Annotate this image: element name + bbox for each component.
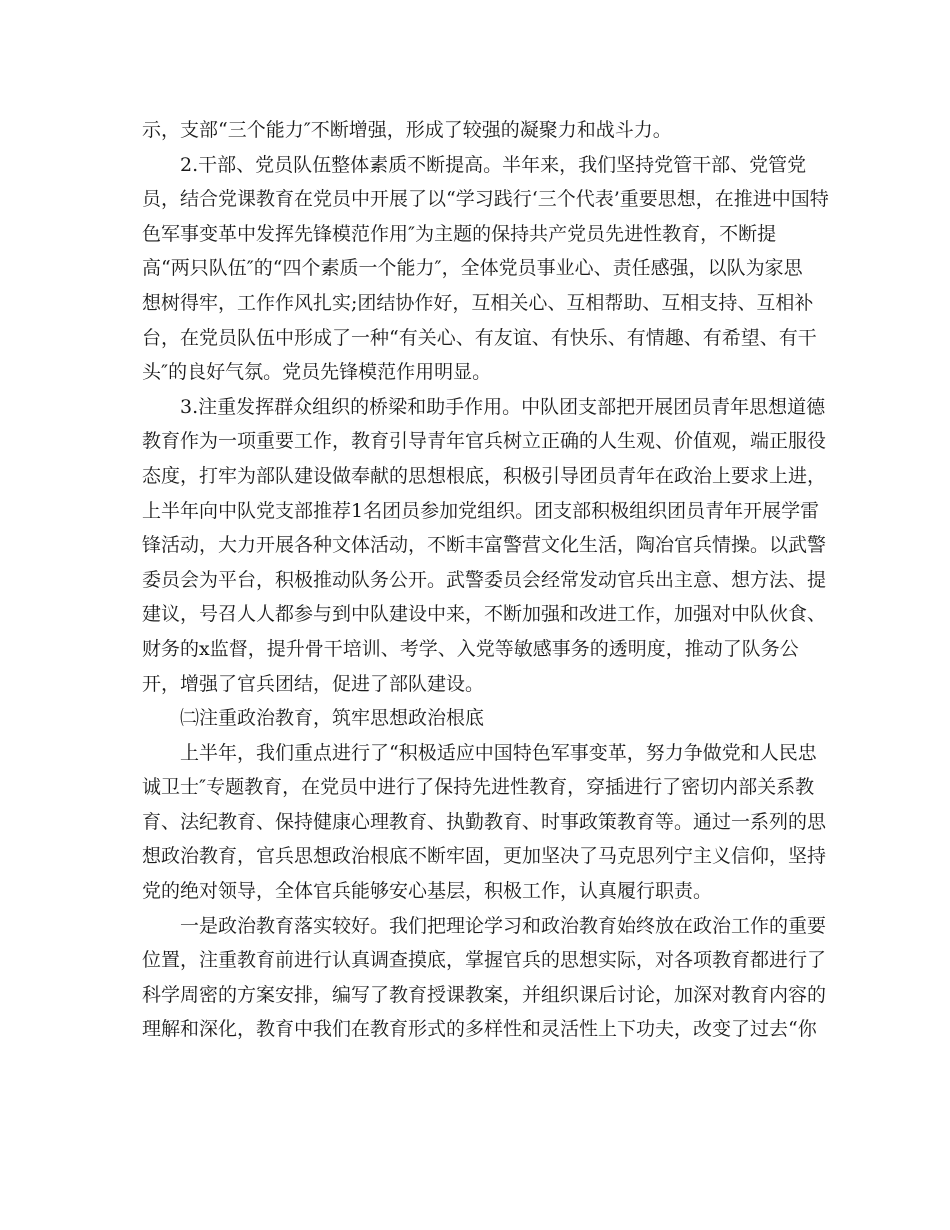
- text-line: 头″的良好气氛。党员先锋模范作用明显。: [142, 361, 492, 384]
- text-line: 态度，打牢为部队建设做奉献的思想根底，积极引导团员青年在政治上要求上进，: [142, 464, 827, 487]
- text-line: 委员会为平台，积极推动队务公开。武警委员会经常发动官兵出主意、想方法、提: [142, 568, 827, 591]
- text-line: 育、法纪教育、保持健康心理教育、执勤教育、时事政策教育等。通过一系列的思: [142, 810, 827, 833]
- text-line: 理解和深化，教育中我们在教育形式的多样性和灵活性上下功夫，改变了过去“你: [142, 1018, 817, 1041]
- text-line: 位置，注重教育前进行认真调查摸底，掌握官兵的思想实际，对各项教育都进行了: [142, 949, 827, 972]
- text-line: 3.注重发挥群众组织的桥梁和助手作用。中队团支部把开展团员青年思想道德: [180, 395, 826, 418]
- document-body: [142, 113, 829, 1047]
- text-line: 员，结合党课教育在党员中开展了以“学习践行‘三个代表’重要思想，在推进中国特: [142, 188, 829, 211]
- text-line: 建议，号召人人都参与到中队建设中来，不断加强和改进工作，加强对中队伙食、: [142, 603, 827, 626]
- text-line: ㈡注重政治教育，筑牢思想政治根底: [180, 707, 485, 730]
- text-line: 想树得牢，工作作风扎实;团结协作好，互相关心、互相帮助、互相支持、互相补: [142, 291, 814, 314]
- text-line: 高“两只队伍″的“四个素质一个能力″，全体党员事业心、责任感强，以队为家思: [142, 257, 803, 280]
- text-line: 2.干部、党员队伍整体素质不断提高。半年来，我们坚持党管干部、党管党: [180, 153, 807, 176]
- text-line: 教育作为一项重要工作，教育引导青年官兵树立正确的人生观、价值观，端正服役: [142, 430, 827, 453]
- text-line: 上半年向中队党支部推荐1名团员参加党组织。团支部积极组织团员青年开展学雷: [142, 499, 820, 522]
- text-line: 党的绝对领导，全体官兵能够安心基层，积极工作，认真履行职责。: [142, 880, 713, 903]
- text-line: 诚卫士″专题教育，在党员中进行了保持先进性教育，穿插进行了密切内部关系教: [142, 776, 815, 799]
- text-line: 示，支部“三个能力″不断增强，形成了较强的凝聚力和战斗力。: [142, 119, 672, 141]
- text-line: 色军事变革中发挥先锋模范作用″为主题的保持共产党员先进性教育，不断提: [142, 222, 777, 245]
- text-line: 开，增强了官兵团结，促进了部队建设。: [142, 672, 485, 695]
- text-line: 一是政治教育落实较好。我们把理论学习和政治教育始终放在政治工作的重要: [180, 914, 827, 937]
- text-line: 科学周密的方案安排，编写了教育授课教案，并组织课后讨论，加深对教育内容的: [142, 983, 827, 1006]
- text-line: 台，在党员队伍中形成了一种“有关心、有友谊、有快乐、有情趣、有希望、有干: [142, 326, 817, 349]
- text-line: 锋活动，大力开展各种文体活动，不断丰富警营文化生活，陶冶官兵情操。以武警: [142, 534, 827, 557]
- text-line: 想政治教育，官兵思想政治根底不断牢固，更加坚决了马克思列宁主义信仰，坚持: [142, 845, 827, 868]
- text-line: 上半年，我们重点进行了“积极适应中国特色军事变革，努力争做党和人民忠: [180, 741, 817, 764]
- text-line: 财务的x监督，提升骨干培训、考学、入党等敏感事务的透明度，推动了队务公: [142, 637, 799, 660]
